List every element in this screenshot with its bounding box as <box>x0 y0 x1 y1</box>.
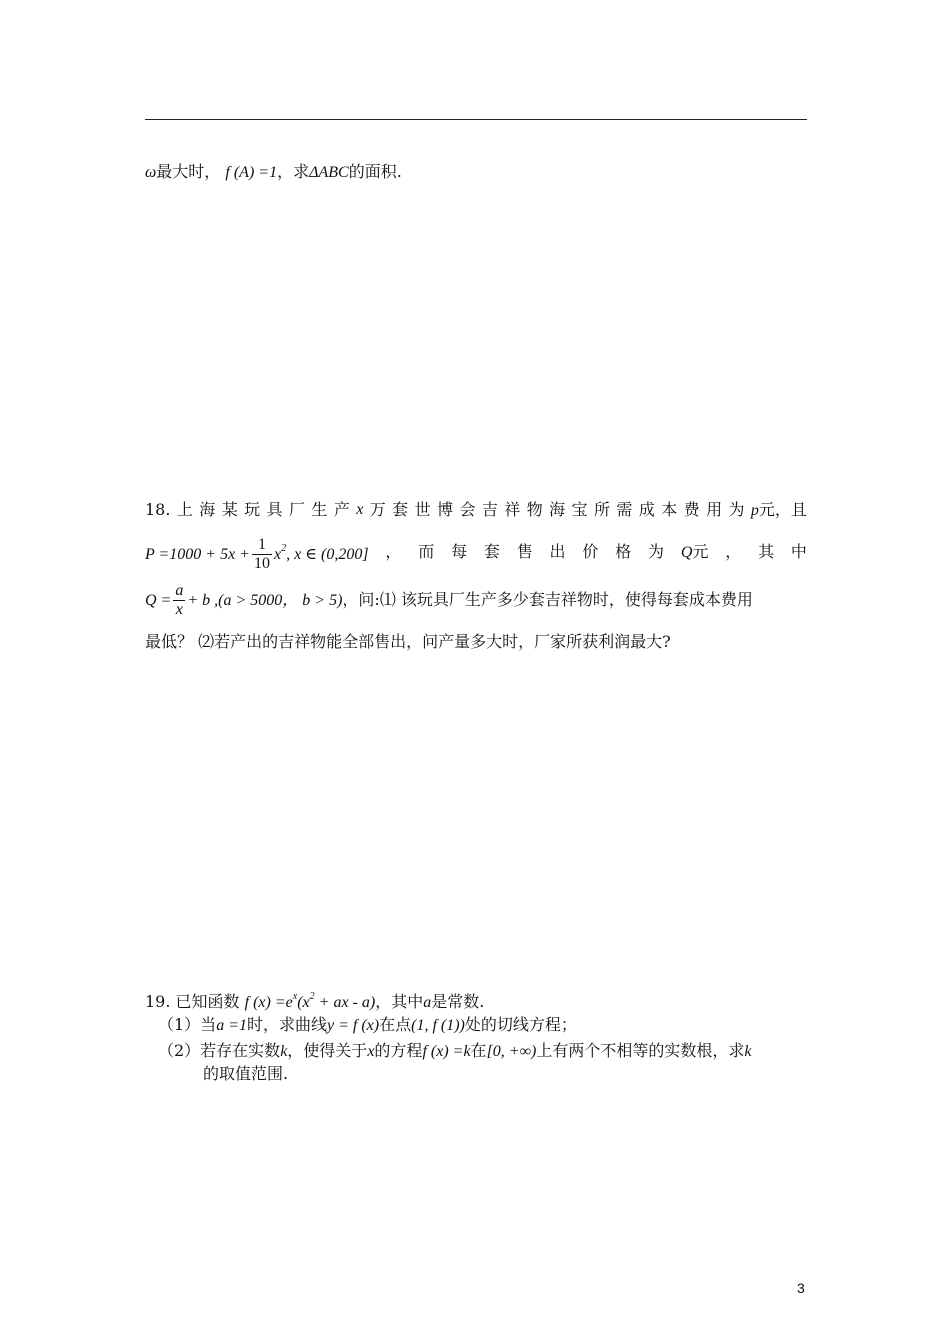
q17-text-3: 的面积. <box>348 162 402 181</box>
q18-char: 产 <box>333 500 350 519</box>
q18-number: 18. <box>145 500 171 519</box>
q18-char: 需 <box>616 500 633 519</box>
q18-var-x: x <box>356 501 364 518</box>
q18-char: 费 <box>683 500 700 519</box>
q18-char: 海 <box>549 500 566 519</box>
q18-char: 中 <box>790 542 807 561</box>
q19-rest: + ax - a) <box>314 994 376 1011</box>
q18-Q-eq-right: + b ,(a > 5000， b > 5) <box>187 592 343 609</box>
q18-P-fraction <box>252 536 272 573</box>
q19-p2-text-1: ，使得关于 <box>287 1041 368 1060</box>
fraction-denominator: 10 <box>253 555 270 572</box>
q19-intro-text-3: 是常数. <box>431 992 485 1011</box>
q19-p1-point: (1, f (1)) <box>411 1017 465 1034</box>
q19-part-1 <box>158 1013 577 1038</box>
q19-p2-text-4: 上有两个不相等的实数根，求 <box>536 1041 745 1060</box>
q18-char: 生 <box>311 500 328 519</box>
header-rule <box>145 119 807 120</box>
q18-char: 每 <box>451 542 468 561</box>
omega-symbol: ω <box>145 164 157 181</box>
q18-Q-fraction <box>173 582 185 619</box>
q19-p1-curve: y = f (x) <box>327 1017 380 1034</box>
q18-char: 价 <box>582 542 599 561</box>
page-number: 3 <box>797 1280 805 1296</box>
q19-part-2-cont <box>203 1062 288 1086</box>
q19-intro-text-1: 已知函数 <box>175 992 240 1011</box>
fraction-numerator: a <box>175 582 184 599</box>
q17-triangle: ΔABC <box>309 164 349 181</box>
q17-text-2: ，求 <box>277 162 310 181</box>
q19-p2-equation: f (x) =k <box>422 1043 471 1060</box>
q18-char: 具 <box>266 500 283 519</box>
q19-p2-text-5: 的取值范围. <box>203 1064 289 1083</box>
q19-p1-a: a =1 <box>216 1017 247 1034</box>
q18-char: 海 <box>199 500 216 519</box>
q18-char: 世 <box>414 500 431 519</box>
q18-char: ， <box>385 542 402 561</box>
q18-char: 玩 <box>244 500 261 519</box>
q18-P-domain: , x ∈ (0,200] <box>286 546 369 563</box>
q19-p1-text-3: 处的切线方程； <box>464 1015 577 1034</box>
q18-var-Q: Q <box>680 543 693 561</box>
q18-P-x: x <box>273 546 282 563</box>
q18-char: 吉 <box>481 500 498 519</box>
q17-tail-line <box>145 160 402 185</box>
q19-var-a: a <box>423 994 432 1011</box>
q19-p2-x: x <box>367 1043 375 1060</box>
q19-number: 19. <box>145 992 171 1011</box>
q18-char: 出 <box>549 542 566 561</box>
q18-char: 为 <box>728 500 745 519</box>
q18-Q-eq-left: Q = <box>145 592 172 609</box>
q18-char: ， <box>725 542 742 561</box>
q18-char: 元 <box>692 541 709 561</box>
q18-line1-end: 元，且 <box>758 500 807 519</box>
q18-char: 本 <box>661 500 678 519</box>
q18-P-formula <box>145 527 369 577</box>
q18-var-p: p <box>750 502 759 519</box>
q18-P-exponent: 2 <box>281 543 287 554</box>
q18-line-4 <box>145 630 671 654</box>
q18-line-3 <box>145 578 753 622</box>
q19-p2-text-2: 的方程 <box>374 1041 423 1060</box>
q18-char: 成 <box>638 500 655 519</box>
q18-char: 套 <box>483 542 500 561</box>
q19-p2-label: （2）若存在实数 <box>158 1041 281 1060</box>
q19-p2-text-3: 在 <box>470 1041 487 1060</box>
q19-intro-line <box>145 985 484 1015</box>
q19-p2-interval: [0, +∞) <box>486 1043 537 1060</box>
q19-intro-text-2: ，其中 <box>375 992 424 1011</box>
q17-fa-eq: f (A) =1 <box>225 164 278 181</box>
q18-char: 会 <box>459 500 476 519</box>
q19-part-2 <box>158 1039 751 1064</box>
q18-char: 物 <box>526 500 543 519</box>
q18-char: 套 <box>392 500 409 519</box>
q18-char: 为 <box>648 542 665 561</box>
q19-exp-x: x <box>292 991 298 1002</box>
q18-char: 上 <box>176 500 193 519</box>
q19-p1-label: （1）当 <box>158 1015 217 1034</box>
q17-text-1: 最大时， <box>156 162 221 181</box>
q18-P-eq-left: P =1000 + 5x + <box>145 546 250 563</box>
q18-char: 宝 <box>571 500 588 519</box>
q18-char: 万 <box>369 500 386 519</box>
q19-p1-text-1: 时，求曲线 <box>246 1015 327 1034</box>
q19-p1-text-2: 在点 <box>379 1015 412 1034</box>
q18-char: 所 <box>593 500 610 519</box>
q19-p2-k-2: k <box>744 1043 752 1060</box>
q18-char: 厂 <box>288 500 305 519</box>
q19-paren: (x <box>297 994 310 1011</box>
q18-char: 祥 <box>504 500 521 519</box>
q18-char: 用 <box>706 500 723 519</box>
q18-char: 其 <box>758 542 775 561</box>
q19-exp-2: 2 <box>309 991 315 1002</box>
fraction-denominator: x <box>175 601 183 618</box>
fraction-numerator: 1 <box>252 536 272 555</box>
q19-fx: f (x) =e <box>244 994 293 1011</box>
q18-char: 博 <box>437 500 454 519</box>
q18-line-2 <box>145 530 807 574</box>
q18-char: 某 <box>221 500 238 519</box>
q18-line4-text: 最低？ ⑵若产出的吉祥物能全部售出，问产量多大时，厂家所获利润最大? <box>145 632 671 651</box>
q18-line-1 <box>145 498 807 523</box>
q18-line3-text: ，问:⑴ 该玩具厂生产多少套吉祥物时，使得每套成本费用 <box>342 590 753 609</box>
q18-char: 售 <box>516 542 533 561</box>
q18-char: 格 <box>615 542 632 561</box>
q19-p2-k: k <box>280 1043 288 1060</box>
q18-char: 而 <box>418 542 435 561</box>
